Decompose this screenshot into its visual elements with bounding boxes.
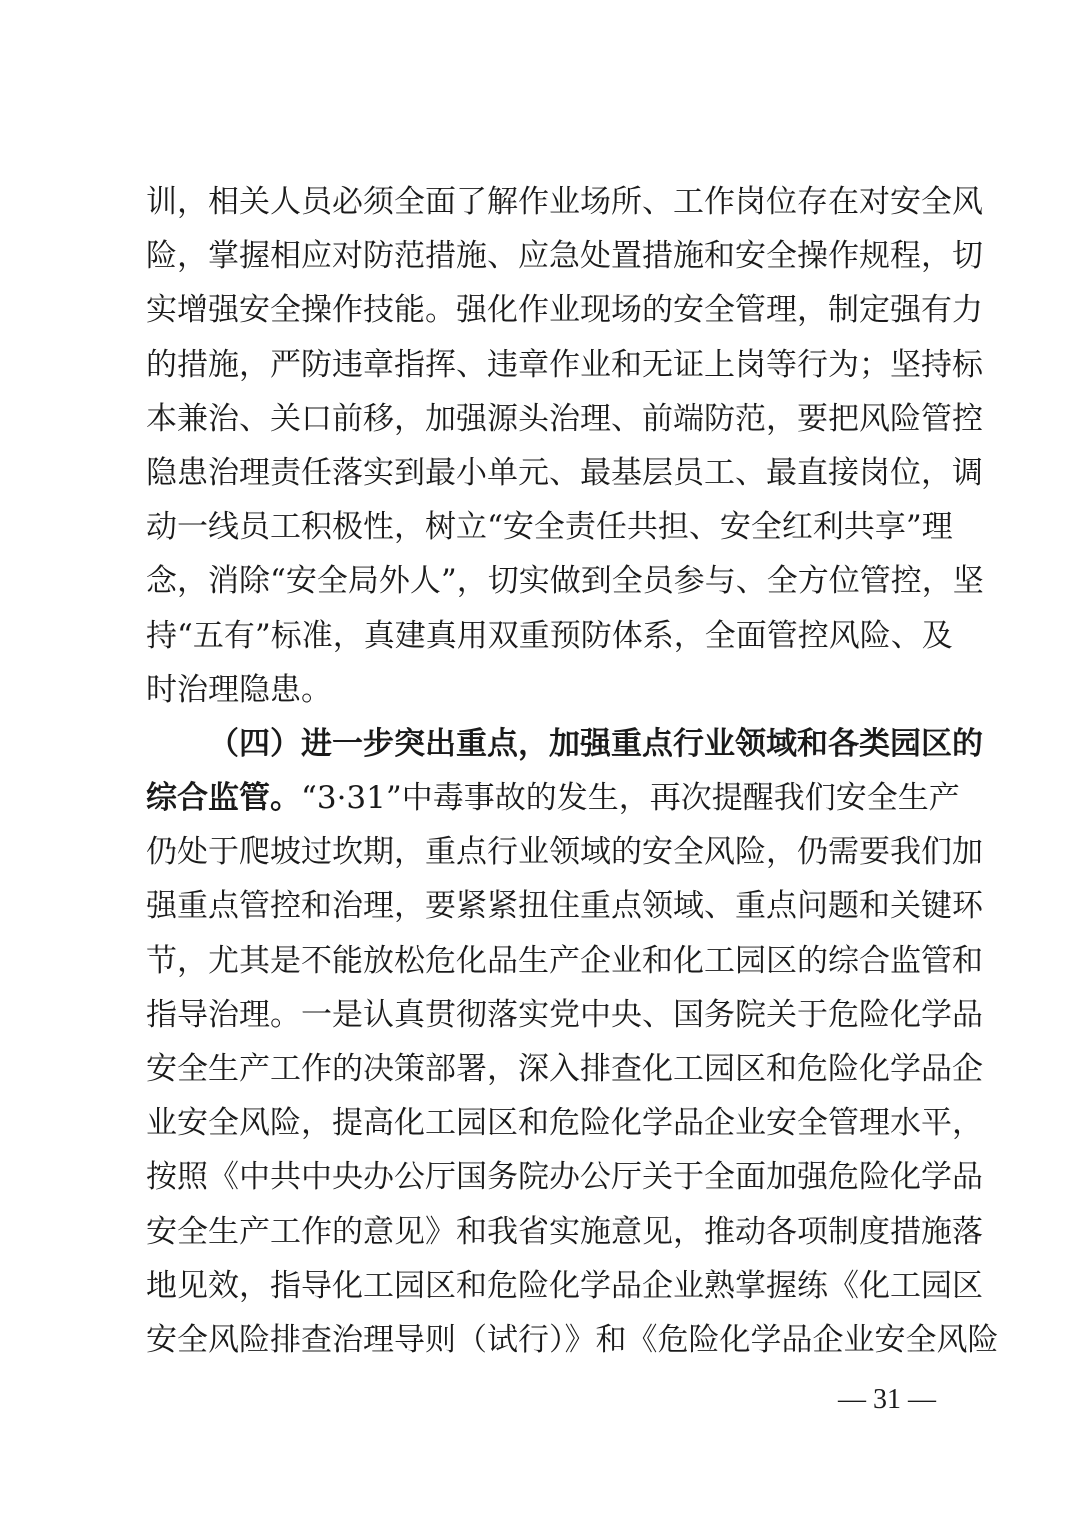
section-heading-end: 综合监管。: [146, 780, 301, 817]
text-line: 按照《中共中央办公厅国务院办公厅关于全面加强危险化学品: [146, 1159, 983, 1196]
text-line: 安全风险排查治理导则（试行）》和《危险化学品企业安全风险: [146, 1321, 999, 1358]
section-heading: （四）进一步突出重点，加强重点行业领域和各类园区的: [208, 725, 983, 762]
text-line: 仍处于爬坡过坎期，重点行业领域的安全风险，仍需要我们加: [146, 834, 983, 871]
text-line: 本兼治、关口前移，加强源头治理、前端防范，要把风险管控: [146, 400, 983, 437]
text-line: 持“五有”标准，真建真用双重预防体系，全面管控风险、及: [146, 617, 953, 654]
text-line: 指导治理。一是认真贯彻落实党中央、国务院关于危险化学品: [146, 996, 983, 1033]
page-number: — 31 —: [838, 1384, 936, 1415]
text-line: 的措施，严防违章指挥、违章作业和无证上岗等行为；坚持标: [146, 346, 983, 383]
text-line: [146, 771, 960, 825]
text-line: 时治理隐患。: [146, 671, 332, 708]
text-line: 节，尤其是不能放松危化品生产企业和化工园区的综合监管和: [146, 942, 983, 979]
text-line: 地见效，指导化工园区和危险化学品企业熟掌握练《化工园区: [146, 1267, 983, 1304]
text-line: 实增强安全操作技能。强化作业现场的安全管理，制定强有力: [146, 292, 983, 329]
text-line: 动一线员工积极性，树立“安全责任共担、安全红利共享”理: [146, 509, 953, 546]
text-line: 隐患治理责任落实到最小单元、最基层员工、最直接岗位，调: [146, 454, 983, 491]
text-line: 安全生产工作的意见》和我省实施意见，推动各项制度措施落: [146, 1213, 983, 1250]
text-line: 险，掌握相应对防范措施、应急处置措施和安全操作规程，切: [146, 238, 983, 275]
text-line: 安全生产工作的决策部署，深入排查化工园区和危险化学品企: [146, 1051, 983, 1087]
text-line: 念，消除“安全局外人”，切实做到全员参与、全方位管控，坚: [146, 563, 984, 600]
text-line: 业安全风险，提高化工园区和危险化学品企业安全管理水平，: [146, 1105, 983, 1142]
body-text: [146, 175, 999, 1367]
text-line: 强重点管控和治理，要紧紧扭住重点领域、重点问题和关键环: [146, 888, 983, 925]
text-line: 训，相关人员必须全面了解作业场所、工作岗位存在对安全风: [146, 184, 983, 220]
text-span: “3·31”中毒事故的发生，再次提醒我们安全生产: [301, 780, 960, 817]
